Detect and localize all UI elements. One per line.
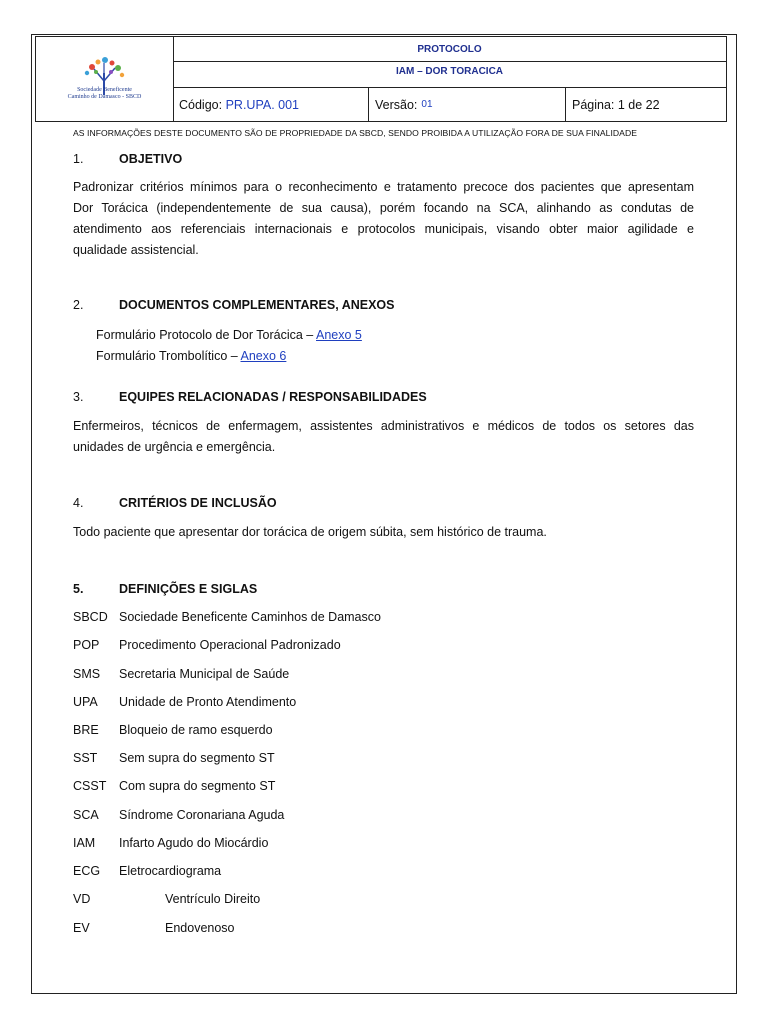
- section-number: 1.: [73, 152, 84, 166]
- paragraph-line: Enfermeiros, técnicos de enfermagem, assistentes administrativos e médicos de todos os setores das: [73, 419, 694, 433]
- abbreviation-row: [73, 892, 260, 906]
- annex-label: Formulário Trombolítico –: [96, 349, 241, 363]
- section-number: 3.: [73, 390, 84, 404]
- paragraph-line: Padronizar critérios mínimos para o reconhecimento e tratamento precoce dos pacientes que apresentam: [73, 180, 694, 194]
- document-header: [35, 36, 727, 122]
- section-number: 5.: [73, 582, 84, 596]
- abbreviation-key: VD: [73, 892, 91, 906]
- abbreviation-key: EV: [73, 921, 90, 935]
- abbreviation-row: [73, 638, 341, 652]
- version-value: 01: [421, 99, 433, 110]
- code-cell: [173, 88, 369, 121]
- section-title: CRITÉRIOS DE INCLUSÃO: [119, 496, 277, 510]
- section-3-body: [73, 416, 694, 458]
- abbreviation-row: [73, 836, 268, 850]
- paragraph-line: unidades de urgência e emergência.: [73, 440, 276, 454]
- abbreviation-value: Procedimento Operacional Padronizado: [119, 638, 341, 652]
- page-number: Página: 1 de 22: [572, 97, 660, 112]
- section-2-heading: [73, 298, 394, 312]
- section-1-heading: [73, 152, 182, 166]
- abbreviation-key: IAM: [73, 836, 96, 850]
- abbreviation-row: [73, 751, 275, 765]
- paragraph-line: atendimento aos referenciais internacionais e protocolos municipais, visando obter maior agilidade e: [73, 222, 694, 236]
- abbreviation-key: ECG: [73, 864, 101, 878]
- abbreviation-value: Sociedade Beneficente Caminhos de Damasco: [119, 610, 381, 624]
- abbreviation-key: SMS: [73, 667, 101, 681]
- page-cell: [566, 88, 726, 121]
- section-3-heading: [73, 390, 427, 404]
- abbreviation-row: [73, 779, 275, 793]
- section-title: EQUIPES RELACIONADAS / RESPONSABILIDADES: [119, 390, 427, 404]
- section-5-heading: [73, 582, 257, 596]
- abbreviation-row: [73, 610, 381, 624]
- section-4-heading: [73, 496, 277, 510]
- abbreviation-row: [73, 808, 284, 822]
- abbreviation-value: Ventrículo Direito: [165, 892, 261, 906]
- abbreviation-key: POP: [73, 638, 100, 652]
- doc-type: PROTOCOLO: [173, 37, 726, 62]
- section-1-body: [73, 177, 694, 261]
- abbreviation-key: SCA: [73, 808, 99, 822]
- abbreviation-value: Secretaria Municipal de Saúde: [119, 667, 290, 681]
- section-number: 4.: [73, 496, 84, 510]
- abbreviation-key: SST: [73, 751, 98, 765]
- logo-name-line1: Sociedade Beneficente: [77, 87, 132, 93]
- version-cell: [369, 88, 566, 121]
- version-label: Versão:: [375, 97, 418, 112]
- abbreviation-key: UPA: [73, 695, 98, 709]
- section-title: DOCUMENTOS COMPLEMENTARES, ANEXOS: [119, 298, 395, 312]
- abbreviation-row: [73, 667, 289, 681]
- paragraph-line: Dor Torácica (independentemente de sua causa), porém focando na SCA, alinhando as condutas de: [73, 201, 694, 215]
- abbreviation-value: Infarto Agudo do Miocárdio: [119, 836, 269, 850]
- abbreviation-row: [73, 864, 221, 878]
- abbreviation-value: Com supra do segmento ST: [119, 779, 276, 793]
- abbreviation-value: Eletrocardiograma: [119, 864, 222, 878]
- code-label: Código:: [179, 97, 223, 112]
- abbreviation-row: [73, 723, 273, 737]
- abbreviation-key: SBCD: [73, 610, 108, 624]
- annex-reference: [96, 349, 286, 363]
- logo: [36, 37, 174, 121]
- code-value: PR.UPA. 001: [225, 97, 299, 112]
- logo-name-line2: Caminho de Damasco - SBCD: [67, 94, 142, 100]
- confidentiality-notice: AS INFORMAÇÕES DESTE DOCUMENTO SÃO DE PROPRIEDADE DA SBCD, SENDO PROIBIDA A UTILIZAÇÃO FORA DE SUA FINALIDADE: [73, 128, 637, 138]
- section-number: 2.: [73, 298, 84, 312]
- abbreviation-value: Sem supra do segmento ST: [119, 751, 275, 765]
- abbreviation-value: Síndrome Coronariana Aguda: [119, 808, 285, 822]
- annex-5-link[interactable]: Anexo 5: [316, 328, 362, 342]
- paragraph-line: qualidade assistencial.: [73, 243, 199, 257]
- annex-label: Formulário Protocolo de Dor Torácica –: [96, 328, 317, 342]
- section-title: DEFINIÇÕES E SIGLAS: [119, 582, 258, 596]
- abbreviation-value: Unidade de Pronto Atendimento: [119, 695, 297, 709]
- abbreviation-value: Bloqueio de ramo esquerdo: [119, 723, 273, 737]
- abbreviation-row: [73, 695, 296, 709]
- doc-meta-row: [173, 88, 726, 121]
- annex-6-link[interactable]: Anexo 6: [240, 349, 287, 363]
- section-4-body: [73, 522, 694, 543]
- abbreviation-value: Endovenoso: [165, 921, 235, 935]
- paragraph-line: Todo paciente que apresentar dor torácica de origem súbita, sem histórico de trauma.: [73, 525, 547, 539]
- section-title: OBJETIVO: [119, 152, 183, 166]
- annex-reference: [96, 328, 362, 342]
- abbreviation-key: CSST: [73, 779, 107, 793]
- abbreviation-row: [73, 921, 235, 935]
- abbreviation-key: BRE: [73, 723, 99, 737]
- doc-title: IAM – DOR TORACICA: [173, 61, 726, 88]
